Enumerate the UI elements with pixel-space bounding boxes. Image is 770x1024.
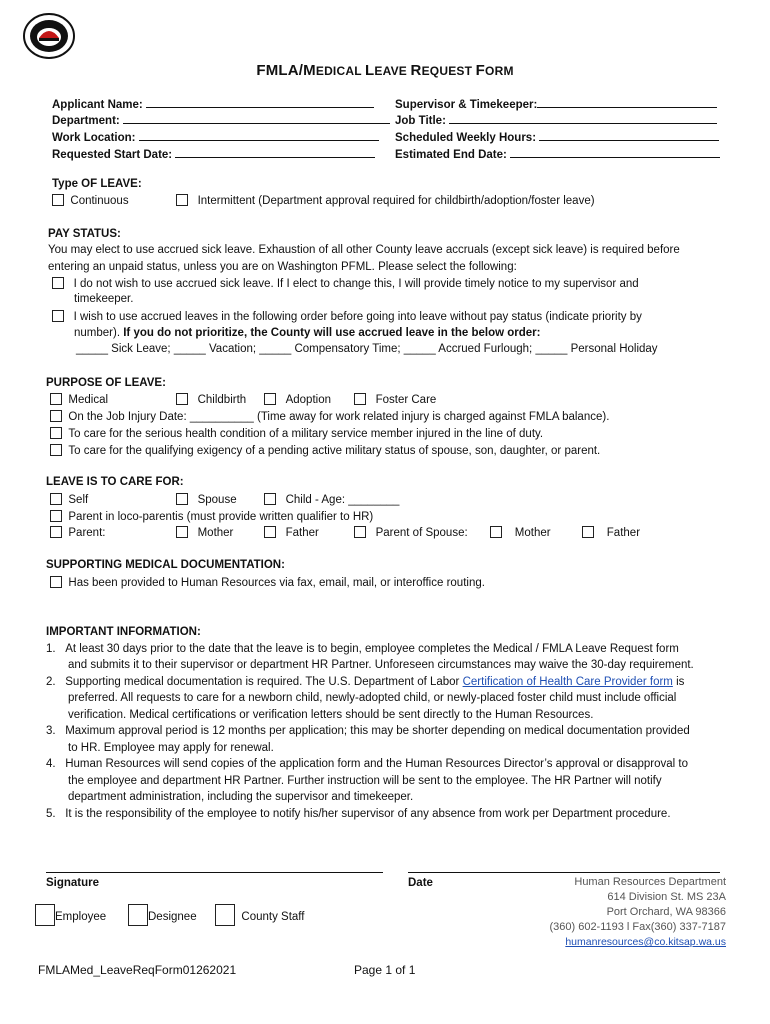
continuous-option[interactable]: Continuous (52, 194, 129, 207)
hr-address-block (466, 875, 726, 950)
pay-status-intro: You may elect to use accrued sick leave. Exhaustion of all other County leave accruals (except sick leave) is required before (48, 244, 680, 256)
checkbox[interactable] (354, 393, 366, 405)
form-title: FMLA/MEDICAL LEAVE REQUEST FORM (256, 62, 514, 79)
county-seal-logo (22, 12, 76, 60)
no-sick-leave-option-cont: timekeeper. (74, 293, 134, 305)
self-option[interactable]: Self (50, 493, 88, 506)
weekly-hours-field[interactable]: Scheduled Weekly Hours: (395, 128, 719, 144)
hr-city: Port Orchard, WA 98366 (606, 906, 726, 918)
checkbox[interactable] (35, 904, 55, 926)
loco-parentis-option[interactable]: Parent in loco-parentis (must provide written qualifier to HR) (50, 510, 373, 523)
childbirth-option[interactable]: Childbirth (176, 393, 246, 406)
parent-label: Parent: (50, 526, 105, 539)
checkbox[interactable] (52, 277, 64, 289)
signature-line[interactable] (46, 872, 383, 873)
adoption-option[interactable]: Adoption (264, 393, 331, 406)
foster-care-option[interactable]: Foster Care (354, 393, 436, 406)
purpose-heading: PURPOSE OF LEAVE: (46, 377, 166, 389)
intermittent-option[interactable]: Intermittent (Department approval required for childbirth/adoption/foster leave) (176, 194, 595, 207)
checkbox[interactable] (354, 526, 366, 538)
info-item-1-cont: and submits it to their supervisor or department HR Partner. Unforeseen circumstances may waive the 30-day requirement. (68, 659, 694, 671)
supervisor-timekeeper-field[interactable]: Supervisor & Timekeeper: (395, 95, 717, 111)
info-item-3-cont: to HR. Employee may apply for renewal. (68, 742, 274, 754)
info-item-5: 5. It is the responsibility of the employee to notify his/her supervisor of any absence from work per Department procedure. (46, 808, 671, 820)
spouse-mother-option[interactable]: Mother (490, 526, 551, 539)
checkbox[interactable] (50, 410, 62, 422)
care-for-heading: LEAVE IS TO CARE FOR: (46, 476, 184, 488)
use-accrued-leave-option-cont: number). If you do not prioritize, the County will use accrued leave in the below order: (74, 327, 541, 339)
date-line[interactable] (408, 872, 720, 873)
leave-order-line[interactable]: _____ Sick Leave; _____ Vacation; _____ Compensatory Time; _____ Accrued Furlough; _____ Personal Holiday (76, 343, 658, 355)
checkbox[interactable] (50, 427, 62, 439)
signature-label: Signature (46, 877, 100, 889)
info-item-2-cont: preferred. All requests to care for a newborn child, newly-adopted child, or newly-placed foster child must include official (68, 692, 677, 704)
supporting-heading: SUPPORTING MEDICAL DOCUMENTATION: (46, 559, 285, 571)
medical-option[interactable]: Medical (50, 393, 108, 406)
military-exigency-option[interactable]: To care for the qualifying exigency of a pending active military status of spouse, son, daughter, or parent. (50, 444, 600, 457)
employee-option[interactable]: Employee (35, 904, 106, 926)
pay-status-intro: entering an unpaid status, unless you are on Washington PFML. Please select the following: (48, 261, 517, 273)
checkbox[interactable] (52, 194, 64, 206)
checkbox[interactable] (176, 393, 188, 405)
checkbox[interactable] (582, 526, 594, 538)
hr-dept: Human Resources Department (574, 876, 726, 888)
checkbox[interactable] (128, 904, 148, 926)
type-of-leave-heading: Type OF LEAVE: (52, 178, 142, 190)
start-date-field[interactable]: Requested Start Date: (52, 145, 375, 161)
pay-status-heading: PAY STATUS: (48, 228, 121, 240)
info-item-4: 4. Human Resources will send copies of the application form and the Human Resources Director’s approval or disapproval to (46, 758, 688, 770)
parent-father-option[interactable]: Father (264, 526, 319, 539)
job-injury-option[interactable]: On the Job Injury Date: __________ (Time away for work related injury is charged against FMLA balance). (50, 410, 609, 423)
info-item-4-cont: department administration, including the supervisor and timekeeper. (68, 791, 414, 803)
info-item-1: 1. At least 30 days prior to the date that the leave is to begin, employee completes the Medical / FMLA Leave Request form (46, 643, 679, 655)
hr-phone: (360) 602-1193 l Fax(360) 337-7187 (549, 921, 726, 933)
no-sick-leave-option[interactable]: I do not wish to use accrued sick leave. If I elect to change this, I will provide timely notice to my supervisor and (52, 277, 639, 290)
info-item-2: 2. Supporting medical documentation is required. The U.S. Department of Labor Certification of Health Care Provider form is (46, 676, 685, 688)
applicant-name-field[interactable]: Applicant Name: (52, 95, 374, 111)
checkbox[interactable] (264, 493, 276, 505)
hr-street: 614 Division St. MS 23A (607, 891, 726, 903)
county-staff-option[interactable]: County Staff (215, 904, 304, 926)
checkbox[interactable] (176, 493, 188, 505)
child-option[interactable]: Child - Age: ________ (264, 493, 399, 506)
military-injury-option[interactable]: To care for the serious health condition of a military service member injured in the line of duty. (50, 427, 543, 440)
page-number: Page 1 of 1 (354, 963, 416, 977)
checkbox[interactable] (50, 510, 62, 522)
info-item-4-cont: the employee and department HR Partner. Further instruction will be sent to the employee. The HR Partner will notify (68, 775, 662, 787)
checkbox[interactable] (50, 444, 62, 456)
checkbox[interactable] (50, 576, 62, 588)
checkbox[interactable] (215, 904, 235, 926)
use-accrued-leave-option[interactable]: I wish to use accrued leaves in the following order before going into leave without pay status (indicate priority by (52, 310, 642, 323)
date-label: Date (408, 877, 433, 889)
work-location-field[interactable]: Work Location: (52, 128, 379, 144)
checkbox[interactable] (264, 393, 276, 405)
end-date-field[interactable]: Estimated End Date: (395, 145, 720, 161)
checkbox[interactable] (50, 393, 62, 405)
checkbox[interactable] (490, 526, 502, 538)
certification-form-link[interactable]: Certification of Health Care Provider form (462, 676, 673, 688)
info-item-2-cont: verification. Medical certifications or verification letters should be sent directly to the Human Resources. (68, 709, 594, 721)
parent-mother-option[interactable]: Mother (176, 526, 233, 539)
info-item-3: 3. Maximum approval period is 12 months per application; this may be shorter depending on medical documentation provided (46, 725, 690, 737)
spouse-father-option[interactable]: Father (582, 526, 640, 539)
checkbox[interactable] (50, 526, 62, 538)
hr-email-link[interactable]: humanresources@co.kitsap.wa.us (565, 936, 726, 948)
parent-of-spouse-label: Parent of Spouse: (354, 526, 468, 539)
department-field[interactable]: Department: (52, 111, 390, 127)
checkbox[interactable] (176, 526, 188, 538)
checkbox[interactable] (176, 194, 188, 206)
designee-option[interactable]: Designee (128, 904, 197, 926)
form-id: FMLAMed_LeaveReqForm01262021 (38, 963, 237, 977)
checkbox[interactable] (50, 493, 62, 505)
checkbox[interactable] (52, 310, 64, 322)
job-title-field[interactable]: Job Title: (395, 111, 717, 127)
documentation-provided-option[interactable]: Has been provided to Human Resources via fax, email, mail, or interoffice routing. (50, 576, 485, 589)
important-heading: IMPORTANT INFORMATION: (46, 626, 201, 638)
checkbox[interactable] (264, 526, 276, 538)
spouse-option[interactable]: Spouse (176, 493, 237, 506)
